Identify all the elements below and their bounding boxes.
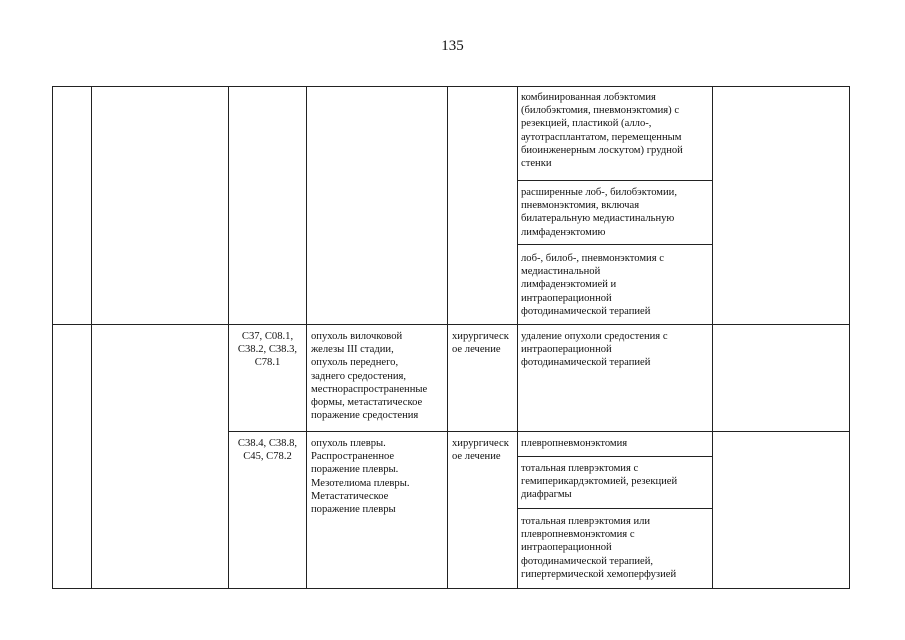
method-cell: лоб-, билоб-, пневмонэктомия с медиастинальной лимфаденэктомией и интраоперационной фотодинамической терапией xyxy=(521,253,664,317)
diagnosis-cell: опухоль вилочковой железы III стадии, опухоль переднего, заднего средостения, местнораспространенные формы, метастатическое поражение средостения xyxy=(311,331,428,422)
treatment-type-cell: хирургическ ое лечение xyxy=(452,438,509,463)
row-divider xyxy=(52,324,850,325)
table-border-right xyxy=(849,86,850,589)
method-cell: тотальная плеврэктомия с гемиперикардэктомией, резекцией диафрагмы xyxy=(521,463,678,501)
table-border-bottom xyxy=(52,588,850,589)
table-border-left xyxy=(52,86,53,589)
method-divider xyxy=(517,244,713,245)
method-divider xyxy=(517,508,713,509)
method-cell: комбинированная лобэктомия (билобэктомия, пневмонэктомия) с резекцией, пластикой (алло-, аутотрасплантатом, перемещенным биоинженерным лоскутом) грудной стенки xyxy=(521,92,683,170)
icd-codes-cell: C37, C08.1, C38.2, C38.3, C78.1 xyxy=(237,331,298,369)
column-divider xyxy=(91,86,92,589)
page-number: 135 xyxy=(441,38,464,54)
method-cell: тотальная плеврэктомия или плевропневмонэктомия с интраоперационной фотодинамической терапией, гипертермической хемоперфузией xyxy=(521,516,677,580)
column-divider xyxy=(517,86,518,589)
row-divider xyxy=(228,431,850,432)
method-cell: расширенные лоб-, билобэктомии, пневмонэктомия, включая билатеральную медиастинальную лимфаденэктомию xyxy=(521,187,677,238)
method-cell: удаление опухоли средостения с интраоперационной фотодинамической терапией xyxy=(521,331,668,369)
column-divider xyxy=(447,86,448,589)
icd-codes-cell: C38.4, C38.8, C45, C78.2 xyxy=(237,438,298,463)
method-cell: плевропневмонэктомия xyxy=(521,438,628,449)
table-border-top xyxy=(52,86,850,87)
column-divider xyxy=(712,86,713,589)
method-divider xyxy=(517,456,713,457)
treatment-type-cell: хирургическ ое лечение xyxy=(452,331,509,356)
method-divider xyxy=(517,180,713,181)
diagnosis-cell: опухоль плевры. Распространенное поражение плевры. Мезотелиома плевры. Метастатическое поражение плевры xyxy=(311,438,410,516)
column-divider xyxy=(306,86,307,589)
